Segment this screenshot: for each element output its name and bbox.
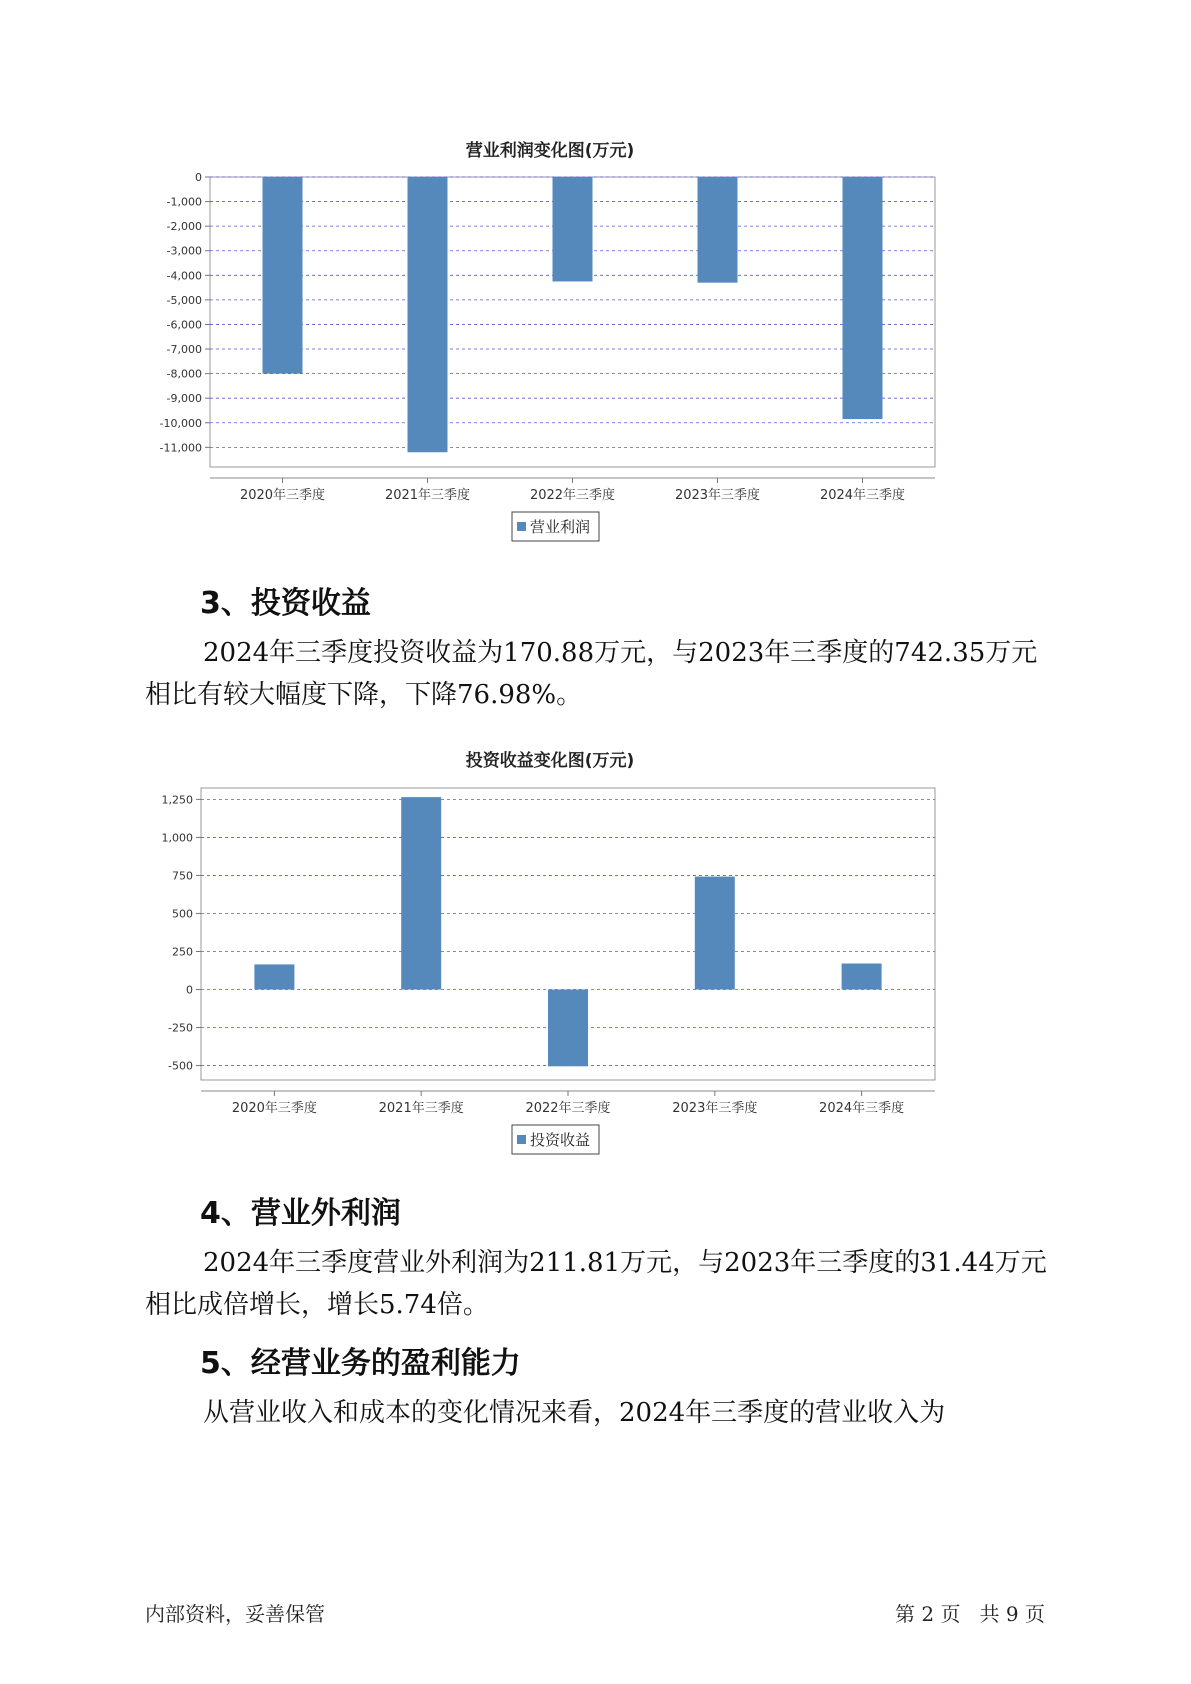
x-tick-label: 2024年三季度 (819, 488, 906, 503)
x-tick-label: 2020年三季度 (239, 488, 326, 503)
y-tick-label: -5,000 (166, 293, 202, 307)
investment-income-chart (160, 740, 1030, 1160)
section-heading: 4、营业外利润 (200, 1196, 401, 1231)
y-tick-label: 500 (172, 907, 193, 921)
x-tick-label: 2021年三季度 (378, 1101, 464, 1116)
y-tick-label: -11,000 (159, 441, 202, 455)
y-tick-label: -2,000 (166, 220, 202, 234)
y-tick-label: -6,000 (166, 318, 202, 332)
y-tick-label: 250 (172, 945, 193, 959)
operating-profit-chart (160, 130, 1030, 550)
chart-title: 营业利润变化图(万元) (465, 141, 635, 161)
x-tick-label: 2023年三季度 (672, 1101, 758, 1116)
bar (401, 797, 441, 989)
legend-swatch (517, 522, 526, 531)
y-tick-label: 1,000 (161, 831, 193, 845)
x-tick-label: 2023年三季度 (674, 488, 761, 503)
bar (695, 877, 735, 990)
y-tick-label: -7,000 (166, 343, 202, 357)
x-tick-label: 2021年三季度 (384, 488, 471, 503)
bar (408, 177, 448, 452)
section-paragraph: 2024年三季度投资收益为170.88万元，与2023年三季度的742.35万元相比有较大幅度下降，下降76.98%。 (145, 638, 1038, 710)
x-tick-label: 2022年三季度 (529, 488, 616, 503)
legend-label: 营业利润 (530, 518, 591, 536)
operating-profit-chart-svg (160, 130, 1030, 550)
section-heading: 5、经营业务的盈利能力 (200, 1346, 521, 1381)
legend (512, 512, 599, 541)
legend (512, 1125, 599, 1154)
y-tick-label: -1,000 (166, 195, 202, 209)
legend-swatch (517, 1135, 526, 1144)
y-tick-label: -250 (168, 1021, 193, 1035)
section-paragraph: 2024年三季度营业外利润为211.81万元，与2023年三季度的31.44万元相比成倍增长，增长5.74倍。 (145, 1248, 1047, 1320)
legend-label: 投资收益 (530, 1131, 591, 1149)
y-tick-label: -8,000 (166, 367, 202, 381)
x-tick-label: 2024年三季度 (819, 1101, 905, 1116)
bar (263, 177, 303, 374)
chart-title: 投资收益变化图(万元) (465, 751, 635, 771)
y-tick-label: -500 (168, 1059, 193, 1073)
footer-page-number: 第 2 页 共 9 页 (895, 1602, 1045, 1626)
y-tick-label: 750 (172, 869, 193, 883)
bar (698, 177, 738, 283)
bar (548, 990, 588, 1067)
y-tick-label: 1,250 (161, 793, 193, 807)
x-tick-label: 2022年三季度 (525, 1101, 611, 1116)
y-tick-label: -9,000 (166, 392, 202, 406)
section-heading: 3、投资收益 (200, 586, 371, 621)
y-tick-label: -4,000 (166, 269, 202, 283)
footer-confidential-note: 内部资料，妥善保管 (145, 1602, 325, 1626)
y-tick-label: -10,000 (159, 416, 202, 430)
bar (843, 177, 883, 419)
y-tick-label: -3,000 (166, 244, 202, 258)
investment-income-chart-svg (160, 740, 1030, 1160)
y-tick-label: 0 (186, 983, 193, 997)
bar (553, 177, 593, 281)
section-paragraph: 从营业收入和成本的变化情况来看，2024年三季度的营业收入为 (203, 1398, 946, 1428)
y-tick-label: 0 (195, 171, 202, 184)
bar (842, 964, 882, 990)
x-tick-label: 2020年三季度 (231, 1101, 317, 1116)
bar (254, 964, 294, 989)
